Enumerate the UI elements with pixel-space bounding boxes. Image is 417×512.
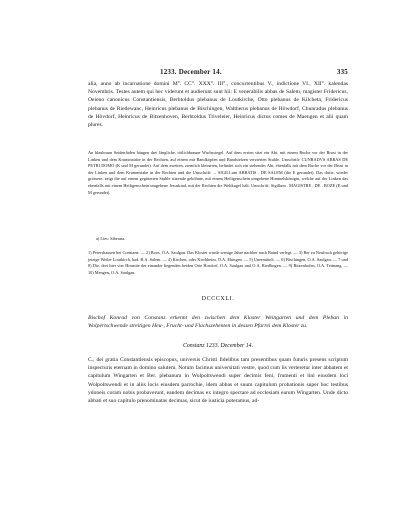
dateline: Constanz 1233. December 14. [182, 343, 254, 349]
footnotes: 1) Petershausen bei Constanz. — 2) Boos, O.A. Saulgau. Das Kloster wurde wenige Jahre nachher nach Baind verlegt. — 3) Ber zu Neufrach gehörige jetzige Weiler Loutkirch, bad. B.A. Salem. — 4) Kirchen, oder Kirchheim, O.A. Ehingen. — 5) Unermittelt. — 6) Bischingen, O.A. Saulgau. — 7 und 8) Die, drei hier vier Hosmite der einander liegenden beiden Orte Hosdorf, O.A. Saulgau und O.A. Riedlingen. — 9) Bitzenhofen, O.A. Tettnang. — 10) Mengen, O.A. Saulgau. [88, 250, 348, 275]
seal-description: An blaubraun Seidenfäden hängen drei längliche, rötlichbraune Wachssiegel. Auf dem ersten sitzt ein Abt, mit einem Buche vor der Brust in der Linken und dem Krummstabe in der Rechten, auf einem mit Bandköpfen und Bandstelzen verzierten Stuhle. Umschrift: CUNRADVS ABBAS DE PETRI DOMO (K und M gerundet). Auf dem zweiten, ziemlich kleineren, befindet sich ein stehender Abt, ebenfalls mit dem Buche vor der Brust in der Linken und dem Krummstabe in der Rechten und die Umschrift: ... SIGILLum ABBATIS . DE SALEM (die E gerundet). Das dritte, wieder grössere, zeigt die auf einem gegitterten Stuhle sitzende geköhnte, mit einem Heiligenschein umgebene Himmelskönigin, welche auf der Linken das ebenfalls mit einem Heiligenschein umgebene Jesuskind, mit der Rechten die Weltkugel hält. Umschrift: Sigillum . MAGISTRE . DE . BOZE (E und M gerundet). [88, 150, 348, 195]
running-head-title: 1233. December 14. [160, 68, 222, 76]
page-number: 335 [336, 68, 348, 76]
document-number: DCCCXLI. [201, 296, 235, 302]
running-head [88, 68, 348, 76]
charter-text-continuation: alia, anno ab incarnatione domini M°. CC°. XXX°. III°., concurrentibus V., indictione VI., XII°. kalendas Novembris. Testes autem qui hec viderunt et audierunt sunt hii: E venerabilis abbas de Salem, magister Fridericus, Oeieno canonicus Constantiensis, Berhtoldus plebanus de Loutkirche, Otto plebanus de Kilcheta, Fridericus plebanus de Riedewanc, Heinricus plebanus de Bischingen, Waltherus plebanus de Höwdorf, Chunradus plebanus de Hövdorf, Heinricus de Bitzenhoven, Berhtoldus Triveleier, Heinricus dictus comes de Maengen et alii quam plures. [88, 81, 348, 129]
document-summary: Bischof Konrad von Constanz erkennt den zwischen dem Kloster Weingarten und dem Pleban in Wolpertschwende streitigen Heu-, Frucht- und Flachszehenten in dessen Pfarrei dem Kloster zu. [88, 315, 348, 329]
textual-note: a) Lies: Siberata. [96, 236, 126, 241]
main-charter-text: C., dei gratia Constantiensis episcopus, universis Christi fidelibus tam presentibus quam futuris presens scriptum inspecturis eternam in domino salutem. Notum facimus universitati vestre, quod cum lis verteretur inter abbatem et capitulum Wingarten et Ber. plebanum in Wolpoltswendi super decimis feni, frumenti et lini eiusdem loci Wolpoltswendi et in aliis locis eiusdem parrochie, idem abbas et suum capitulum probationis super hoc testibus ydoneis coram nobis probaverunt, eandem decimas ex integro spectare ad ecclesiam earum Wingarten. Unde dicto abbati et suo capitulo prenominatas decimas, sicut de iusticia poteramus, ad- [88, 357, 348, 405]
